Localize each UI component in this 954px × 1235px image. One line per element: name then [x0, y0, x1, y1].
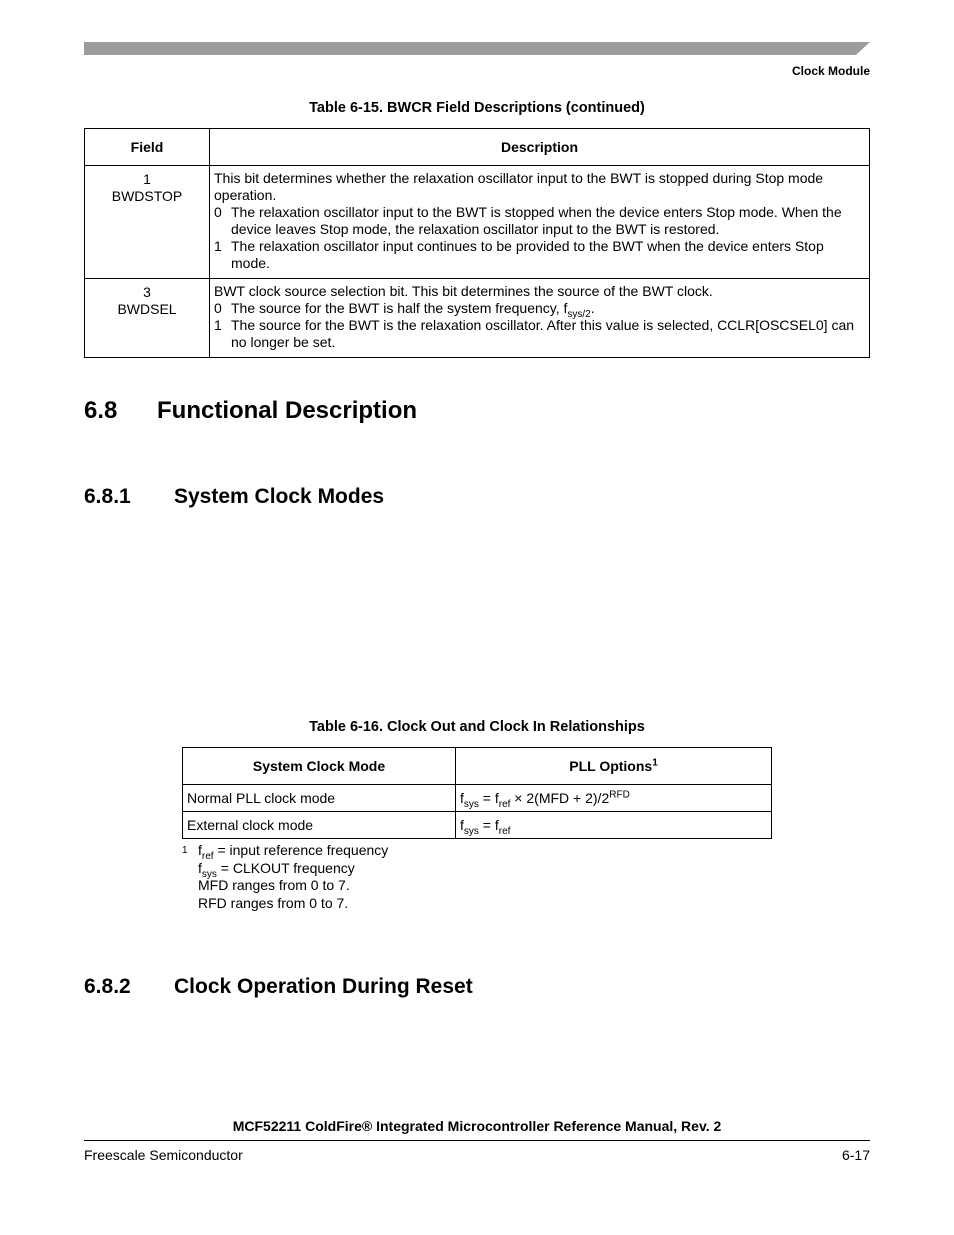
description-cell — [210, 166, 870, 279]
subscript: sys/2 — [567, 308, 591, 320]
option-text: The relaxation oscillator input to the BWT is stopped when the device enters Stop mode. When the device leaves Stop mode, the relaxation oscillator input to the BWT is restored. — [231, 204, 842, 237]
option-item — [214, 317, 865, 351]
section-heading-6-8-2 — [84, 975, 473, 999]
option-number: 1 — [214, 238, 222, 254]
section-title: Clock Operation During Reset — [174, 975, 473, 998]
footnote-ref: 1 — [652, 757, 658, 769]
footnote-line: RFD ranges from 0 to 7. — [198, 894, 349, 911]
option-item — [214, 238, 865, 272]
description-cell — [210, 279, 870, 358]
section-title: Functional Description — [157, 397, 418, 424]
option-number: 0 — [214, 204, 222, 220]
footnote-line: $f_{sys}$ = CLKOUT frequency — [198, 859, 355, 880]
description-intro: BWT clock source selection bit. This bit determines the source of the BWT clock. — [214, 283, 713, 299]
column-header-mode: System Clock Mode — [183, 748, 456, 785]
table-row — [85, 279, 870, 358]
field-cell — [85, 279, 210, 358]
page-number: 6-17 — [841, 1147, 870, 1163]
mode-cell: External clock mode — [183, 812, 456, 839]
column-header-description: Description — [210, 129, 870, 166]
option-text: The source for the BWT is half the system frequency, $f_{sys/2}$. — [231, 300, 595, 320]
section-number: 6.8.1 — [84, 485, 131, 508]
field-name: BWDSEL — [117, 301, 177, 317]
table-footnote — [182, 842, 388, 912]
footnote-line: MFD ranges from 0 to 7. — [198, 877, 350, 893]
description-intro: This bit determines whether the relaxation oscillator input to the BWT is stopped during Stop mode operation. — [214, 170, 824, 203]
table-row — [183, 812, 772, 839]
field-cell — [85, 166, 210, 279]
footnote-marker: 1 — [182, 845, 188, 856]
section-heading-6-8-1 — [84, 485, 384, 509]
field-bit: 3 — [143, 284, 151, 300]
table-caption: Table 6-16. Clock Out and Clock In Relationships — [309, 719, 645, 735]
manual-title: MCF52211 ColdFire® Integrated Microcontroller Reference Manual, Rev. 2 — [232, 1118, 722, 1134]
table-header-row — [85, 129, 870, 166]
field-name: BWDSTOP — [111, 188, 183, 204]
section-title: System Clock Modes — [174, 485, 385, 508]
header-bar — [84, 42, 870, 55]
table-row — [183, 785, 772, 812]
footer-company: Freescale Semiconductor — [84, 1147, 243, 1163]
bwcr-field-table — [84, 128, 870, 358]
footnote-line: $f_{ref}$ = input reference frequency — [198, 842, 389, 862]
clock-relationship-table — [182, 747, 772, 839]
column-header-pll: PLL Options$^1$ — [456, 748, 772, 785]
running-header: Clock Module — [791, 64, 870, 78]
option-text: The relaxation oscillator input continues to be provided to the BWT when the device enters Stop mode. — [231, 238, 824, 271]
mode-cell: Normal PLL clock mode — [183, 785, 456, 812]
option-text: The source for the BWT is the relaxation oscillator. After this value is selected, CCLR[OSCSEL0] can no longer be set. — [231, 317, 855, 350]
column-header-field: Field — [85, 129, 210, 166]
section-number: 6.8 — [84, 397, 118, 424]
table-header-row — [183, 748, 772, 785]
option-item — [214, 300, 865, 320]
table-caption: Table 6-15. BWCR Field Descriptions (continued) — [309, 100, 645, 116]
option-number: 0 — [214, 300, 222, 316]
option-item — [214, 204, 865, 238]
table-row — [85, 166, 870, 279]
pll-formula-cell: $f_{sys} = f_{ref}$ — [456, 812, 772, 839]
option-number: 1 — [214, 317, 222, 333]
section-number: 6.8.2 — [84, 975, 131, 998]
pll-formula-cell: $f_{sys} = f_{ref} \times 2(MFD + 2)/2^{RFD}$ — [456, 785, 772, 812]
footer-divider — [84, 1140, 870, 1141]
section-heading-6-8 — [84, 397, 417, 425]
field-bit: 1 — [143, 171, 151, 187]
